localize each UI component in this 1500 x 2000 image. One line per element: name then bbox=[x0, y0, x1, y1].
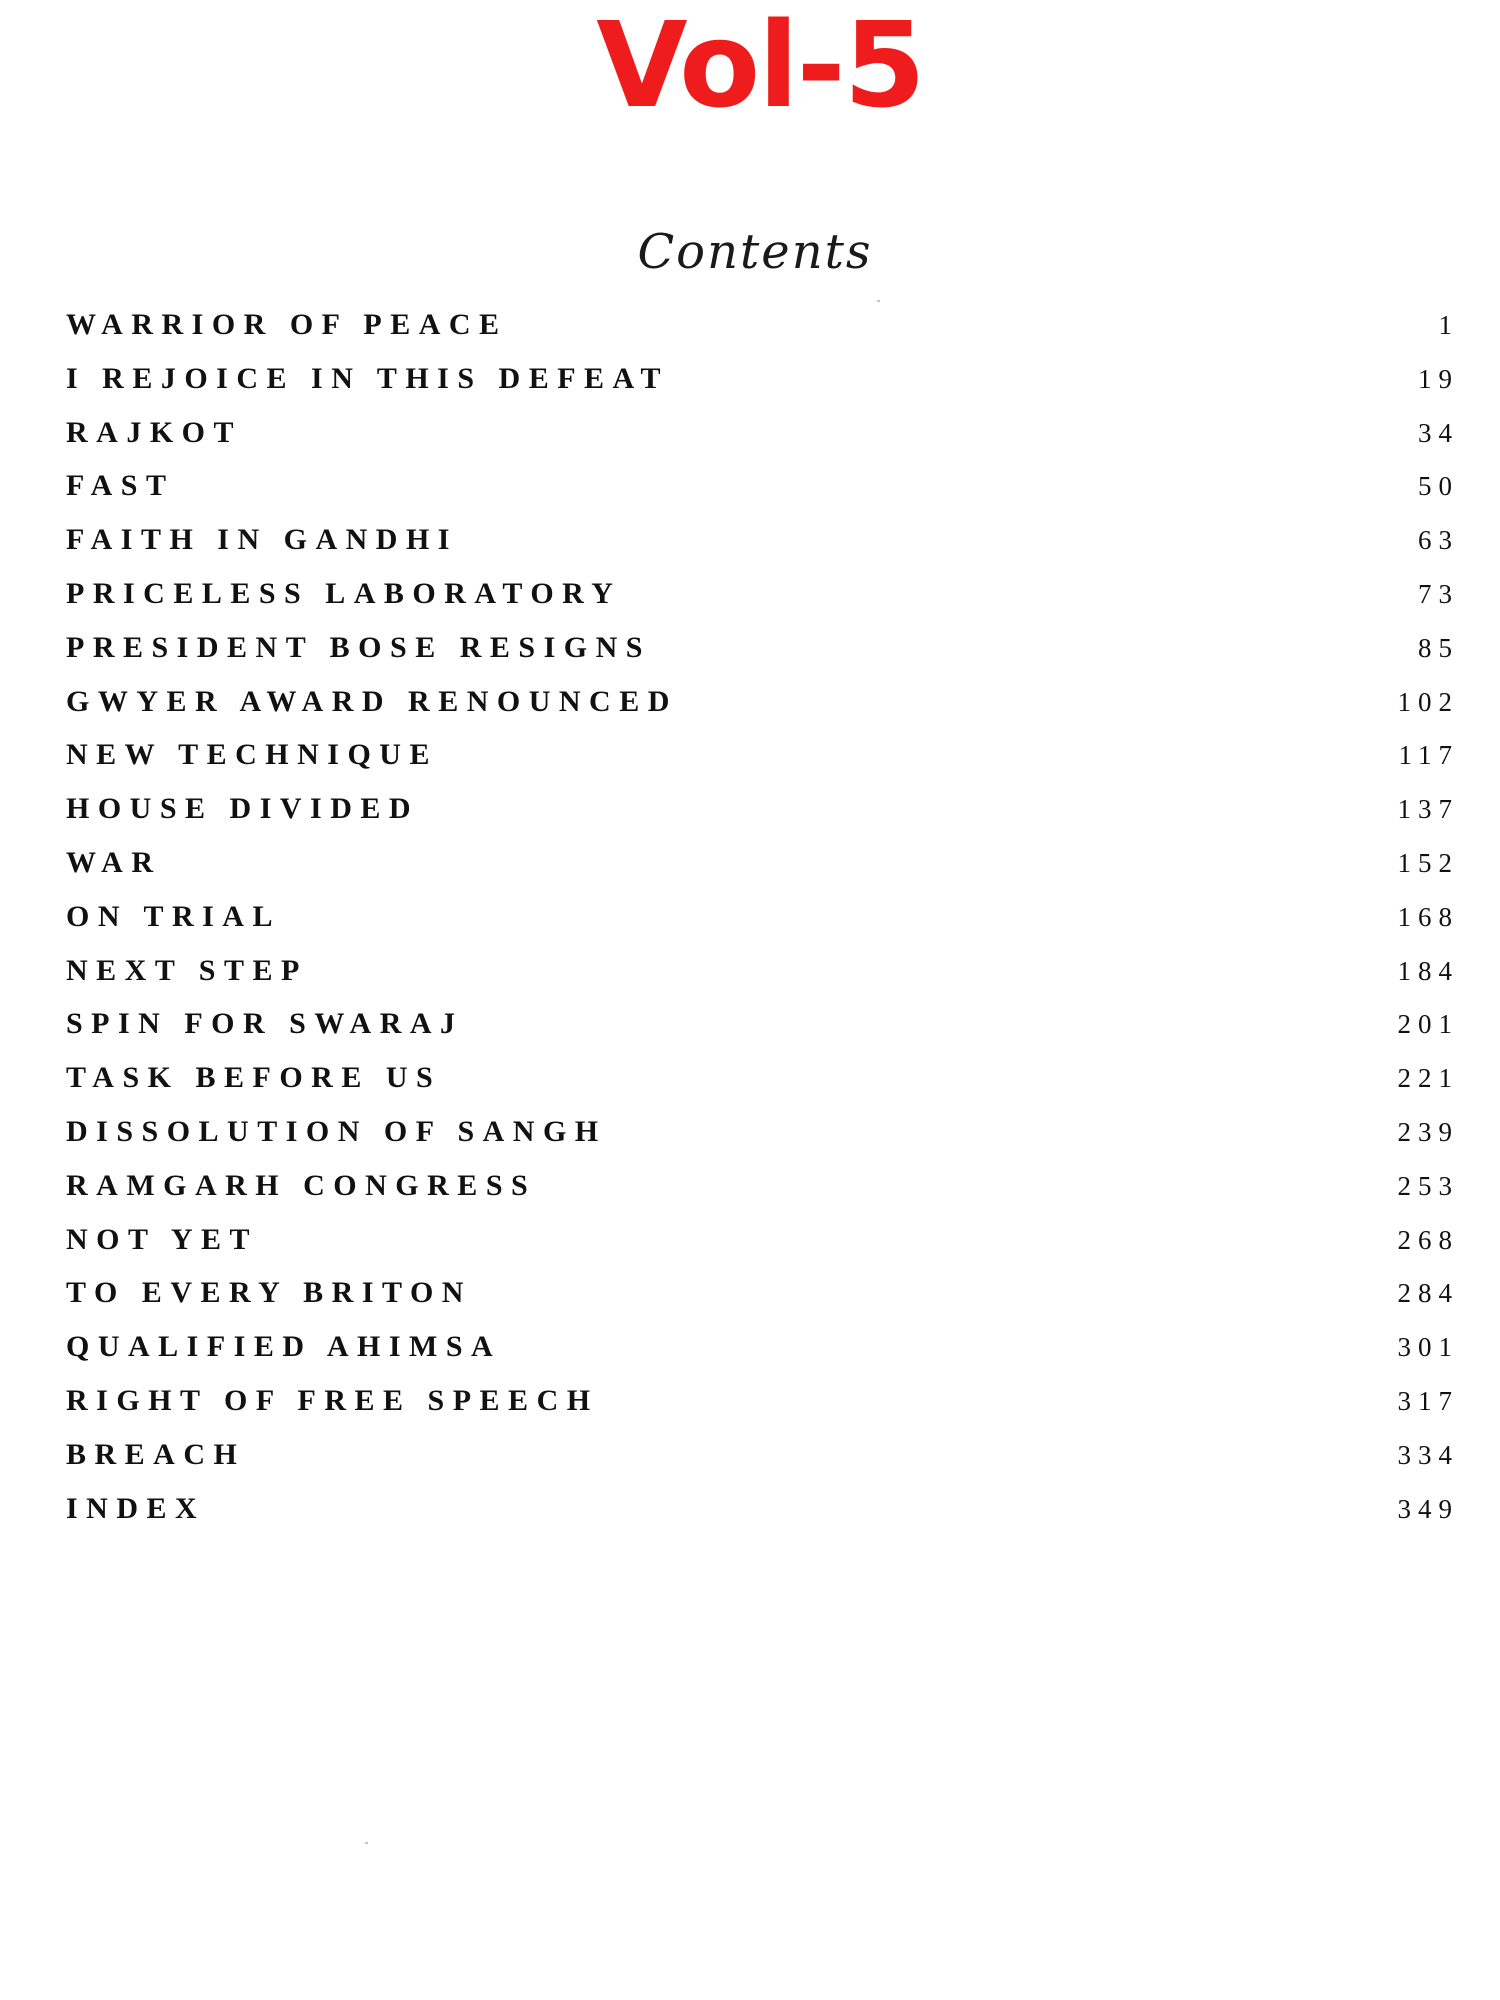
page-number: 19 bbox=[1418, 363, 1459, 394]
toc-entry[interactable] bbox=[66, 1437, 1459, 1492]
toc-entry[interactable] bbox=[66, 953, 1459, 1008]
page-number: 221 bbox=[1397, 1063, 1459, 1094]
chapter-title: PRESIDENT BOSE RESIGNS bbox=[66, 630, 651, 664]
page-number: 117 bbox=[1398, 740, 1459, 771]
toc-entry[interactable] bbox=[66, 1383, 1459, 1438]
chapter-title: RIGHT OF FREE SPEECH bbox=[66, 1383, 599, 1417]
page-number: 63 bbox=[1418, 525, 1459, 556]
chapter-title: WAR bbox=[66, 845, 162, 879]
chapter-title: SPIN FOR SWARAJ bbox=[66, 1007, 464, 1041]
table-of-contents bbox=[66, 308, 1459, 1545]
page-number: 239 bbox=[1397, 1116, 1459, 1147]
chapter-title: WARRIOR OF PEACE bbox=[66, 308, 508, 341]
toc-entry[interactable] bbox=[66, 630, 1459, 685]
page-number: 334 bbox=[1397, 1439, 1459, 1470]
page-number: 50 bbox=[1418, 471, 1459, 502]
toc-entry[interactable] bbox=[66, 899, 1459, 954]
toc-entry[interactable] bbox=[66, 1330, 1459, 1384]
toc-entry[interactable] bbox=[66, 308, 1459, 362]
page-number: 349 bbox=[1397, 1493, 1459, 1524]
toc-entry[interactable] bbox=[66, 1222, 1459, 1277]
page-number: 301 bbox=[1397, 1332, 1459, 1363]
page-number: 85 bbox=[1418, 632, 1459, 663]
toc-entry[interactable] bbox=[66, 792, 1459, 846]
page-number: 201 bbox=[1397, 1009, 1459, 1040]
page-number: 184 bbox=[1397, 955, 1459, 986]
page-number: 253 bbox=[1397, 1170, 1459, 1201]
contents-heading: Contents bbox=[637, 224, 873, 280]
toc-entry[interactable] bbox=[66, 523, 1459, 577]
page-number: 73 bbox=[1418, 578, 1459, 609]
chapter-title: FAITH IN GANDHI bbox=[66, 523, 458, 557]
chapter-title: I REJOICE IN THIS DEFEAT bbox=[66, 361, 669, 395]
chapter-title: HOUSE DIVIDED bbox=[66, 792, 420, 826]
page-number: 168 bbox=[1397, 901, 1459, 932]
chapter-title: ON TRIAL bbox=[66, 899, 281, 933]
page-number: 284 bbox=[1397, 1278, 1459, 1309]
chapter-title: DISSOLUTION OF SANGH bbox=[66, 1114, 607, 1148]
chapter-title: NEW TECHNIQUE bbox=[66, 738, 438, 772]
chapter-title: FAST bbox=[66, 469, 175, 503]
chapter-title: BREACH bbox=[66, 1437, 246, 1471]
toc-entry[interactable] bbox=[66, 738, 1459, 792]
toc-entry[interactable] bbox=[66, 576, 1459, 631]
page-number: 268 bbox=[1397, 1224, 1459, 1255]
page-number: 137 bbox=[1397, 794, 1459, 825]
toc-entry[interactable] bbox=[66, 469, 1459, 523]
page-number: 152 bbox=[1397, 847, 1459, 878]
scan-speck bbox=[877, 300, 880, 302]
chapter-title: GWYER AWARD RENOUNCED bbox=[66, 684, 678, 718]
toc-entry[interactable] bbox=[66, 1114, 1459, 1169]
chapter-title: RAMGARH CONGRESS bbox=[66, 1168, 537, 1202]
chapter-title: TO EVERY BRITON bbox=[66, 1276, 472, 1310]
chapter-title: RAJKOT bbox=[66, 415, 243, 449]
volume-label: Vol-5 bbox=[596, 0, 924, 134]
chapter-title: INDEX bbox=[66, 1491, 206, 1525]
toc-entry[interactable] bbox=[66, 1168, 1459, 1223]
toc-entry[interactable] bbox=[66, 1276, 1459, 1330]
chapter-title: QUALIFIED AHIMSA bbox=[66, 1330, 502, 1364]
chapter-title: NEXT STEP bbox=[66, 953, 308, 987]
page-number: 102 bbox=[1397, 686, 1459, 717]
page-number: 317 bbox=[1397, 1385, 1459, 1416]
chapter-title: TASK BEFORE US bbox=[66, 1061, 442, 1095]
toc-entry[interactable] bbox=[66, 415, 1459, 470]
page-number: 34 bbox=[1418, 417, 1459, 448]
scan-speck bbox=[365, 1842, 368, 1844]
page-number: 1 bbox=[1438, 310, 1459, 340]
toc-entry[interactable] bbox=[66, 1491, 1459, 1546]
toc-entry[interactable] bbox=[66, 1061, 1459, 1115]
chapter-title: PRICELESS LABORATORY bbox=[66, 576, 622, 610]
toc-entry[interactable] bbox=[66, 684, 1459, 739]
toc-entry[interactable] bbox=[66, 845, 1459, 900]
chapter-title: NOT YET bbox=[66, 1222, 259, 1256]
toc-entry[interactable] bbox=[66, 1007, 1459, 1061]
toc-entry[interactable] bbox=[66, 361, 1459, 416]
